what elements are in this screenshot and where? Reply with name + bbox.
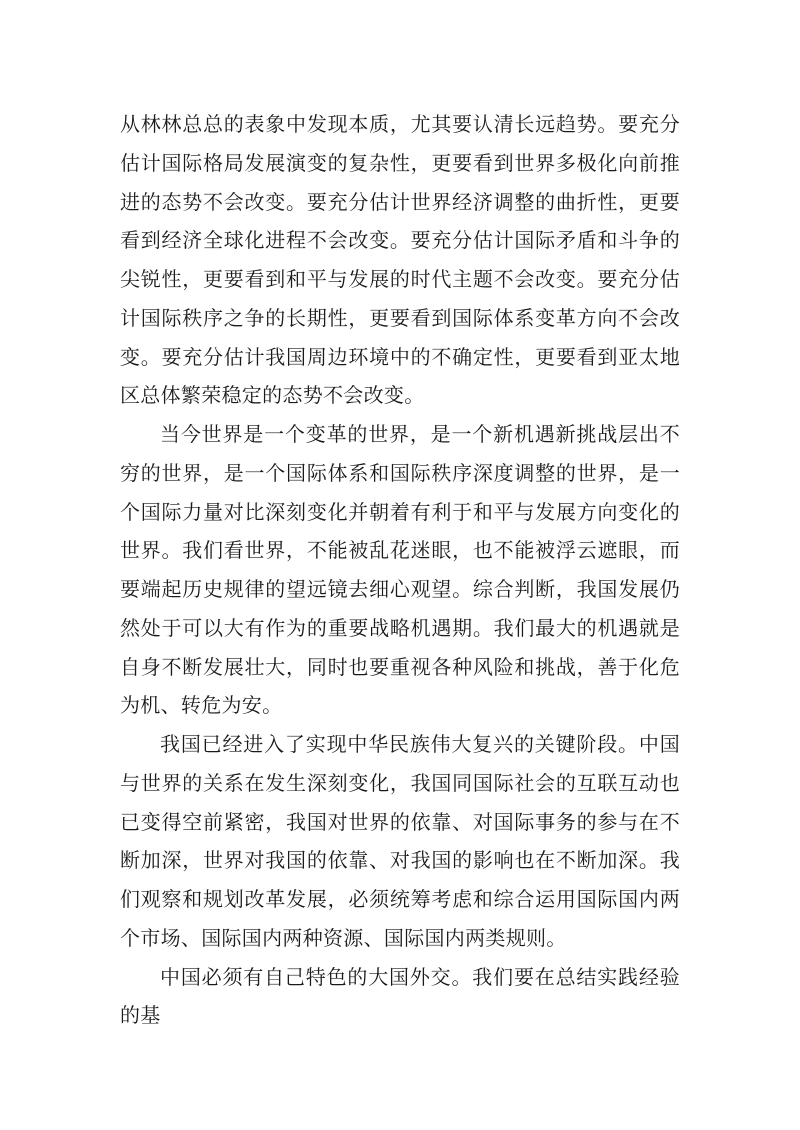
paragraph-changing-world: 当今世界是一个变革的世界，是一个新机遇新挑战层出不穷的世界，是一个国际体系和国际秩序深度调整的世界，是一个国际力量对比深刻变化并朝着有利于和平与发展方向变化的世界。我们看世界，不能被乱花迷眼，也不能被浮云遮眼，而要端起历史规律的望远镜去细心观望。综合判断，我国发展仍然处于可以大有作为的重要战略机遇期。我们最大的机遇就是自身不断发展壮大，同时也要重视各种风险和挑战，善于化危为机、转危为安。 [120,422,680,718]
body-text [120,105,680,1035]
paragraph-national-rejuvenation: 我国已经进入了实现中华民族伟大复兴的关键阶段。中国与世界的关系在发生深刻变化，我国同国际社会的互联互动也已变得空前紧密，我国对世界的依靠、对国际事务的参与在不断加深，世界对我国的依靠、对我国的影响也在不断加深。我们观察和规划改革发展，必须统筹考虑和综合运用国际国内两个市场、国际国内两种资源、国际国内两类规则。 [120,732,680,950]
paragraph-continuation: 从林林总总的表象中发现本质，尤其要认清长远趋势。要充分估计国际格局发展演变的复杂性，更要看到世界多极化向前推进的态势不会改变。要充分估计世界经济调整的曲折性，更要看到经济全球化进程不会改变。要充分估计国际矛盾和斗争的尖锐性，更要看到和平与发展的时代主题不会改变。要充分估计国际秩序之争的长期性，更要看到国际体系变革方向不会改变。要充分估计我国周边环境中的不确定性，更要看到亚太地区总体繁荣稳定的态势不会改变。 [120,112,680,408]
paragraph-major-country-diplomacy: 中国必须有自己特色的大国外交。我们要在总结实践经验的基 [120,964,680,1028]
